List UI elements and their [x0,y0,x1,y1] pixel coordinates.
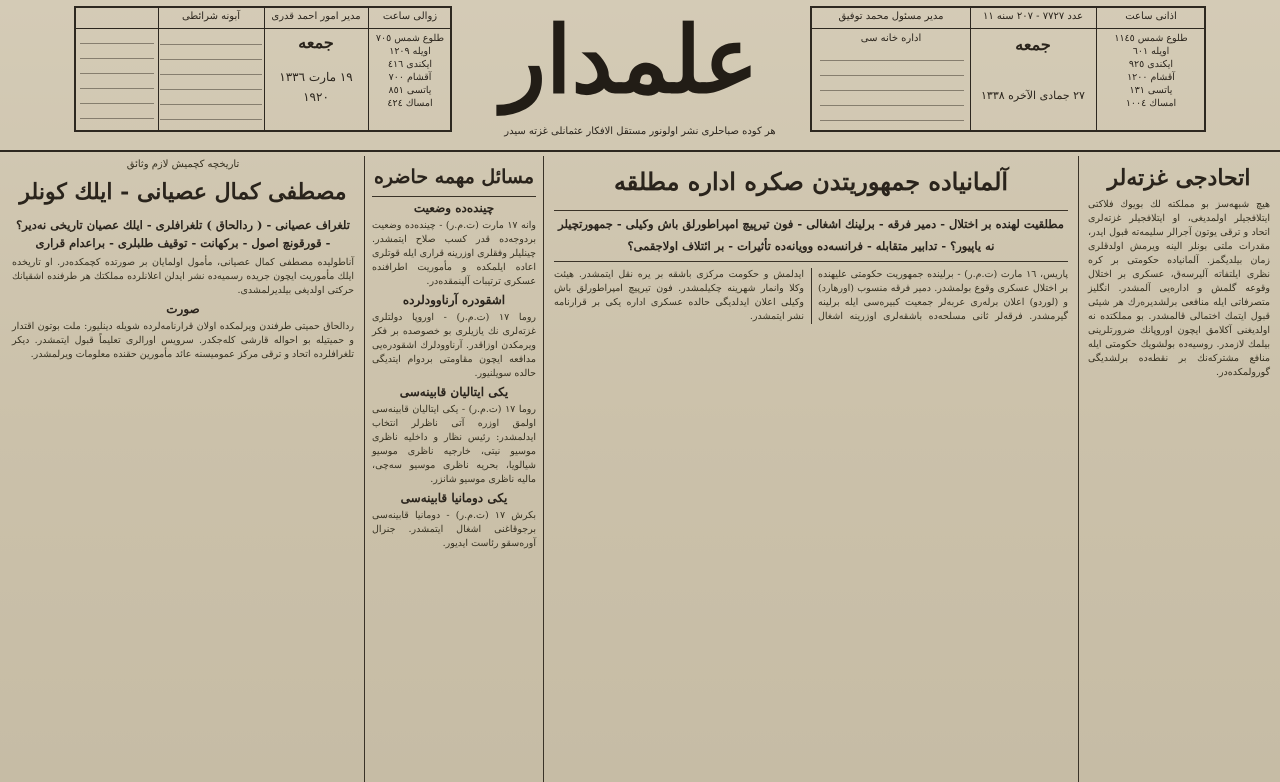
prayer-time: ایكندی ٩٢٥ [1128,59,1174,70]
article-germany [548,156,1074,782]
column-rule [1078,156,1079,782]
section-subhead: چینده‌ده وضعیت [413,201,495,215]
article-headline: آلمانیاده جمهوریتدن صكره اداره مطلقه [613,167,1009,196]
article-deck: نه یاپیور؟ - تدابیر متقابله - فرانسه‌ده وویانه‌ده تأثیرات - بر ائتلاف اولاجقمی؟ [554,237,1068,262]
prayer-time: یاتسی ٨٥١ [388,85,432,96]
prayer-time: طلوع شمس ١١٤٥ [1114,33,1188,44]
article-ittihadci-gazeteler [1084,156,1274,782]
section-body: روما ١٧ (ت.م.ر) - اوروپا دولتلری غزته‌لری نك یازیلری بو خصوصده بر فكر ویرمكدن اوزاقدر. آرناوودلرك اشقودره‌یی مدافعه ایچون مقاومتی بردوام ایتدیگی حالده سویلنیور. [372,312,537,379]
prayer-head: زوالی ساعت [382,11,438,22]
section-subhead: یكی ایتالیان قابینه‌سی [399,385,509,399]
advert-rates-block [80,18,154,122]
day-label: جمعه [1015,35,1051,54]
column-rule [364,156,365,782]
section-subhead: صورت [166,302,200,316]
article-body: پاریس، ١٦ مارت (ت.م.ر) - برلینده جمهوریت حكومتی علیهنده بر اختلال عسكری وقوع بولمشدر. دمیر فرقه منسوب (اورهارد) و (لوردو) اعلان برله‌ری عربه‌لر جمعیت كبیره‌سی ایله برلینه گیرمشدر. فرقه‌لر ثانی مسلحه‌ده باشقه‌لری اوزرینه اشغال ایدلمش و حكومت مركزی باشقه بر یره نقل ایتمشدر. هیئت وكلا وانمار شهرینه چكیلمشدر. فون تیرپیچ امپراطورلق باش وكیلی اعلان ایدلدیگی حالده عسكری اداره یكی بر قرارنامه نشر ایتمشدر. [554,269,1068,322]
issue-number: عدد ٧٧٢٧ - ٢٠٧ سنه ١١ [982,11,1084,22]
prayer-times-list [1098,32,1204,110]
masthead-left-box [74,6,452,132]
article-current-issues [368,156,540,782]
prayer-time: امساك ١٠٠٤ [1125,98,1177,109]
section-body: روما ١٧ (ت.م.ر) - یكی ایتالیان قابینه‌سی اولمق اوزره آتی ناظرلر انتخاب ایدلمشدر: رئیس نظار و داخلیه ناظری موسیو نیتی، خارجیه ناظری موسیو شیالویا، بحریه ناظری موسیو سه‌چی، مالیه ناظری موسیو شانزر. [372,404,536,485]
prayer-time: ایكندی ٤١٦ [387,59,433,70]
prayer-time: یاتسی ١٣١ [1129,85,1173,96]
editor-name: مدیر امور احمد قدری [271,11,361,22]
prayer-time: امساك ٤٢٤ [387,98,433,109]
date-gregorian: ١٩٢٠ [303,90,329,104]
prayer-time: اویله ١٢٠٩ [389,46,431,57]
article-headline: مسائل مهمه حاضره [372,158,536,197]
article-headline: اتحادجی غزته‌لر [1107,165,1251,191]
prayer-head: اذانی ساعت [1125,11,1177,22]
prayer-time: آقشام ١٢٠٠ [1127,72,1175,83]
article-mustafa-kemal [6,156,360,782]
prayer-times-list [370,32,450,110]
prayer-time: آقشام ٧٠٠ [388,72,432,83]
article-kicker: تاریخچه كچمیش لازم وثائق [126,159,240,170]
article-deck: تلغراف عصیانی - ( ردالحاق ) تلغرافلری - ایلك عصیان تاریخی نه‌دیر؟ - قورقونچ اصول - بركهانت - توقیف طلبلری - براعدام قراری [16,218,350,250]
admin-head: اداره خانه سی [860,33,922,44]
admin-info-block [820,50,964,126]
masthead-right-box [810,6,1206,132]
article-body: آناطولیده مصطفی كمال عصیانی، مأمول اولمایان بر صورتده كچمكده‌در. او تاریخده ایلك مأموریت ایچون جریده رسمیه‌ده نشر ایدلن اعلانلرده مملكتك هر طرفنده اشقیانك حركتی اولدیغی بیلدیرلمشدی. [12,257,354,296]
column-rule [543,156,544,782]
section-body: بكرش ١٧ (ت.م.ر) - دومانیا قابینه‌سی برجوقاغنی اشغال ایتمشدر. جنرال آوره‌سقو رئاست ایدیور. [372,510,537,549]
section-body: وانه ١٧ مارت (ت.م.ر) - چینده‌ده وضعیت بردوجه‌ده قدر كسب صلاح ایتمشدر. چینلیلر وفقلری اوزرینه قراری ایله قوتلری اعاده ایلمكده و مأموریت اطرافنده عسكری ترتیبات آلینمقده‌در. [372,220,536,287]
date-ottoman: ١٩ مارت ١٣٣٦ [279,70,353,84]
newspaper-subtitle: هر كوده صباحلری نشر اولونور مستقل الافكار عثمانلی غزته سیدر [504,126,776,137]
day-label: جمعه [298,33,334,52]
article-body: هیچ شبهه‌سز بو مملکته لك بویوك فلاكتی ایتلافجیلر اولمدیغی، او ایتلافجیلر غزته‌لری اتحاد و ترقی یوتون آجرالر سلیمه‌ته قبول ایدر، مقدرات ملتی بونلر الینه ویرمش اولدقلری زمان بیلدیگمز. آلمانیاده حکومتی بر کره نظری ایلتفاته آلیرسه‌ق، عسکری بر اختلال وقوعه گلمش و اداره‌یی آلمشدر. انگلیز متصرفاتی ایله منافعی برلشدیره‌رك هر شیئی قبول ایتمك اختمالی قالمشدر. بو مملکتده نه اولدیغنی آكلامق ایچون اوروپانك ضرورتلرینی بیلمك لازمدر. روسیه‌ده بولشویك حکومتی ایله منافع مشترکه‌نك بر نقطه‌ده برلشدیگی گورولمکده‌در. [1088,199,1270,378]
prayer-time: طلوع شمس ٧٠٥ [375,33,445,44]
article-deck: مطلقیت لهنده بر اختلال - دمیر فرقه - برلینك اشغالی - فون تیرپیچ امپراطورلق باش وكیلی - جمهورتچیلر [554,210,1068,233]
prayer-time: اویله ٦٠١ [1132,46,1170,57]
date-hijri: ٢٧ جمادی الآخره ١٣٣٨ [981,89,1085,102]
subscription-head: آبونه شرائطی [181,11,241,22]
article-headline: مصطفی كمال عصیانی - ایلك كونلر [19,179,347,205]
masthead-rule [0,150,1280,152]
subscription-rates-block [160,34,262,124]
newspaper-title: علمدار [501,6,759,114]
editor-name: مدیر مسئول محمد توفیق [838,11,944,22]
article-body: ردالحاق حمیتی طرفندن ویرلمكده اولان قرارنامه‌لرده شویله دینلیور: ملت بوتون اقتدار و حمیتیله بو احواله قارشی كله‌جكدر. سرویس اورالری تعلیماً قبول ایتمشدر. دیكر تلغرافلرده اتحاد و ترقی مركز عمومیسنه عائد مأمورین حقنده معلومات ویرلمشدر. [12,321,354,360]
section-subhead: یكی دومانیا قابینه‌سی [400,491,508,505]
section-subhead: اشقودره آرناوودلرده [402,293,506,307]
